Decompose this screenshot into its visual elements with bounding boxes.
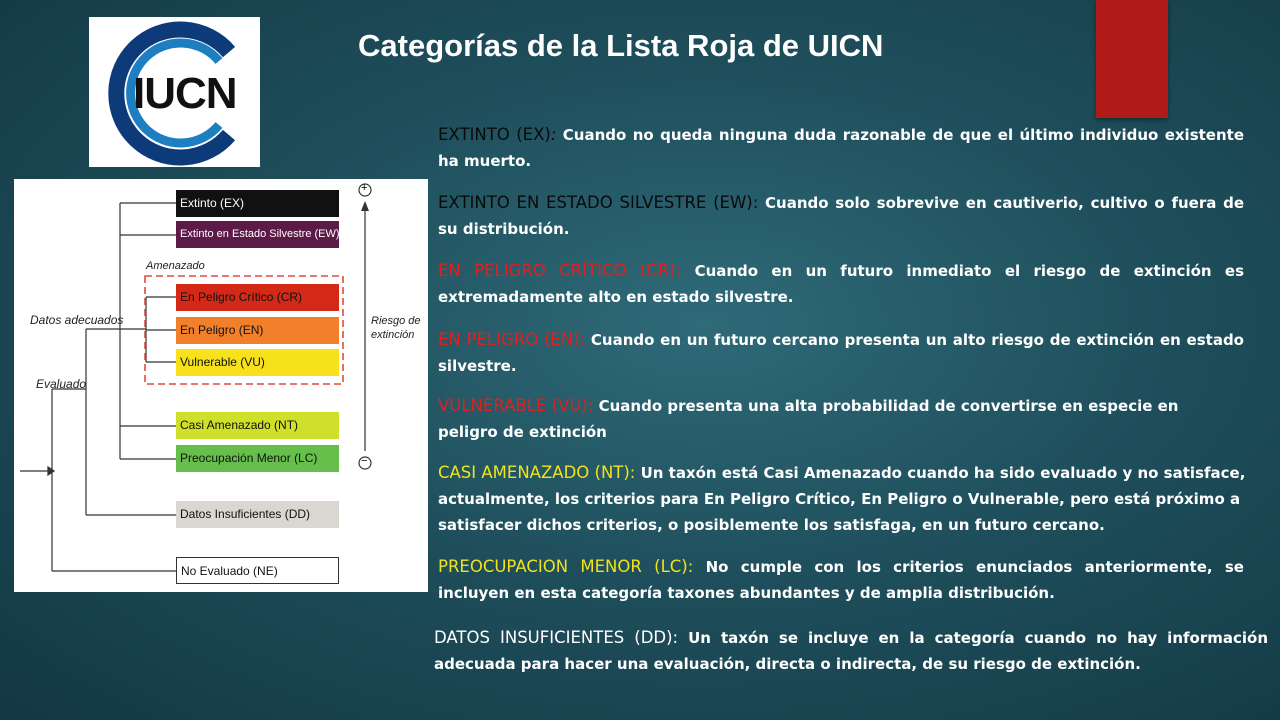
definition-desc: Un taxón se incluye en la categoría cuando no hay información adecuada para hacer una evaluación, directa o indirecta, de su riesgo de extinción. [434, 629, 1268, 673]
definition-cr [438, 258, 1244, 310]
category-ex: Extinto (EX) [176, 190, 339, 217]
category-en: En Peligro (EN) [176, 317, 339, 344]
definition-term: EN PELIGRO CRÍTICO (CR): [438, 261, 682, 280]
definition-term: PREOCUPACION MENOR (LC): [438, 557, 694, 576]
definition-desc: Un taxón está Casi Amenazado cuando ha sido evaluado y no satisface, actualmente, los criterios para En Peligro Crítico, En Peligro o Vulnerable, pero está próximo a satisfacer dichos criterios, o posiblemente los satisfaga, en un futuro cercano. [438, 464, 1246, 534]
definition-ex [438, 122, 1244, 174]
adequate-data-label: Datos adecuados [30, 313, 124, 327]
category-cr: En Peligro Crítico (CR) [176, 284, 339, 311]
definition-ew [438, 190, 1244, 242]
threatened-label: Amenazado [146, 260, 205, 272]
definition-term: DATOS INSUFICIENTES (DD): [434, 628, 679, 647]
definition-desc: No cumple con los criterios enunciados anteriormente, se incluyen en esta categoría taxones abundantes y de amplia distribución. [438, 558, 1244, 602]
red-accent-tab [1096, 0, 1168, 118]
plus-icon: + [361, 182, 368, 194]
iucn-category-diagram [14, 179, 428, 592]
category-nt: Casi Amenazado (NT) [176, 412, 339, 439]
definition-en [438, 327, 1244, 379]
definition-term: EXTINTO EN ESTADO SILVESTRE (EW): [438, 193, 759, 212]
evaluated-label: Evaluado [36, 377, 87, 391]
category-dd: Datos Insuficientes (DD) [176, 501, 339, 528]
definition-term: VULNERABLE (VU): [438, 396, 594, 415]
definition-term: EN PELIGRO (EN): [438, 330, 586, 349]
definition-desc: Cuando solo sobrevive en cautiverio, cultivo o fuera de su distribución. [438, 194, 1244, 238]
iucn-logo-text: IUCN [133, 69, 237, 118]
minus-icon: − [361, 455, 368, 467]
risk-label-2: extinción [371, 329, 415, 341]
definition-term-sep: : [550, 125, 557, 144]
definition-desc: Cuando presenta una alta probabilidad de convertirse en especie en peligro de extinción [438, 397, 1179, 441]
category-ne: No Evaluado (NE) [176, 557, 339, 584]
definition-term: EXTINTO (EX) [438, 125, 551, 144]
definition-vu [438, 393, 1236, 445]
category-ew: Extinto en Estado Silvestre (EW) [176, 221, 339, 248]
definition-desc: Cuando en un futuro cercano presenta un alto riesgo de extinción en estado silvestre. [438, 331, 1244, 375]
risk-label: Riesgo de [371, 315, 421, 327]
definition-lc [438, 554, 1244, 606]
definition-desc: Cuando en un futuro inmediato el riesgo de extinción es extremadamente alto en estado silvestre. [438, 262, 1245, 306]
definition-nt [438, 460, 1256, 538]
definition-desc: Cuando no queda ninguna duda razonable de que el último individuo existente ha muerto. [438, 126, 1244, 170]
iucn-logo [89, 17, 260, 167]
slide-title: Categorías de la Lista Roja de UICN [358, 28, 884, 63]
category-lc: Preocupación Menor (LC) [176, 445, 339, 472]
category-vu: Vulnerable (VU) [176, 349, 339, 376]
definition-dd [434, 625, 1268, 677]
definition-term: CASI AMENAZADO (NT): [438, 463, 636, 482]
